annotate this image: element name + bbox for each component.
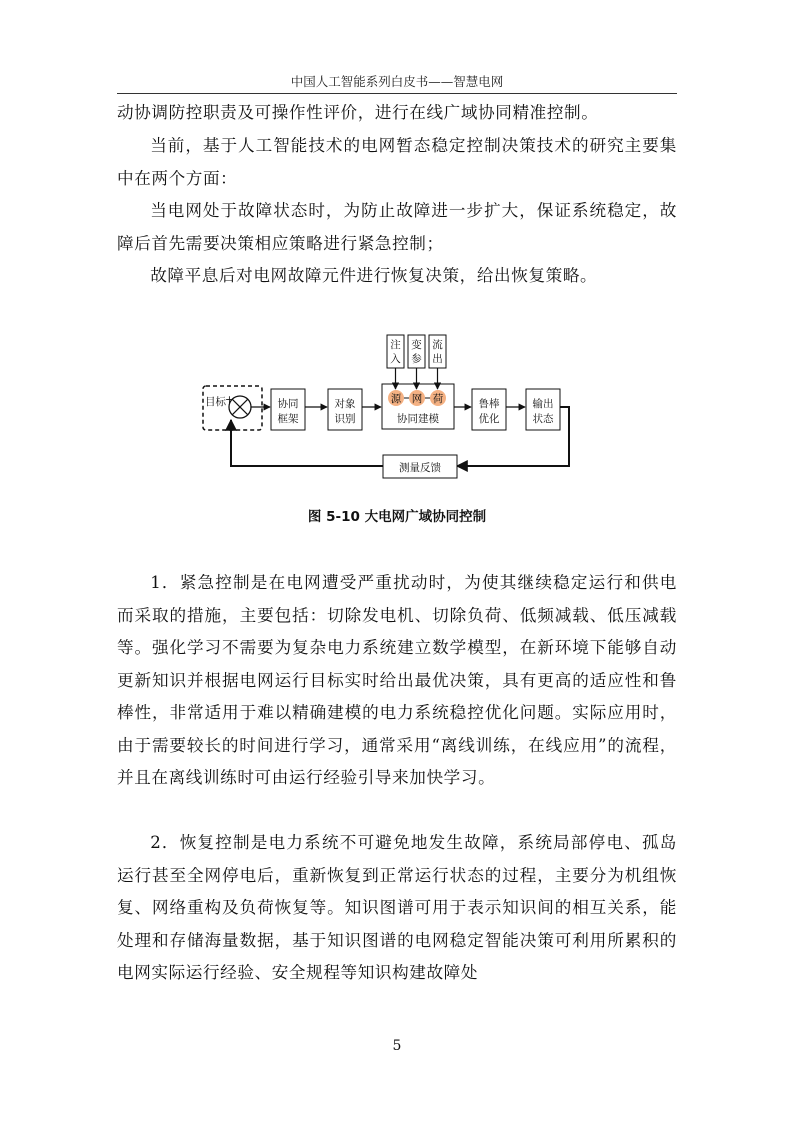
figure-caption: 图 5-10 大电网广域协同控制	[307, 509, 487, 525]
running-header: 中国人工智能系列白皮书——智慧电网	[290, 74, 504, 89]
robust-optimization-label-2: 优化	[478, 413, 500, 425]
paragraph-recovery-point: 故障平息后对电网故障元件进行恢复决策，给出恢复策略。	[150, 266, 598, 285]
injection-label-1: 注	[390, 339, 401, 351]
paragraph-emergency-control: 1．紧急控制是在电网遭受严重扰动时，为使其继续稳定运行和供电而采取的措施，主要包括：切除发电机、切除负荷、低频减载、低压减载等。强化学习不需要为复杂电力系统建立数学模型，在新环境下能够自动更新知识并根据电网运行目标实时给出最优决策，具有更高的适应性和鲁棒性，非常适用于难以精确建模的电力系统稳控优化问题。实际应用时，由于需要较长的时间进行学习，通常采用“离线训练，在线应用”的流程，并且在离线训练时可由运行经验引导来加快学习。	[117, 573, 677, 787]
input-label-target: 目标	[205, 396, 226, 408]
outflow-label-1: 流	[432, 339, 443, 351]
paragraph-continued: 动协调防控职责及可操作性评价，进行在线广域协同精准控制。	[117, 103, 599, 122]
paragraph-recovery-control: 2．恢复控制是电力系统不可避免地发生故障，系统局部停电、孤岛运行甚至全网停电后，重新恢复到正常运行状态的过程，主要分为机组恢复、网络重构及负荷恢复等。知识图谱可用于表示知识间的相互关系，能处理和存储海量数据，基于知识图谱的电网稳定智能决策可利用所累积的电网实际运行经验、安全规程等知识构建故障处	[117, 833, 677, 982]
robust-optimization-label-1: 鲁棒	[478, 398, 500, 410]
measurement-feedback-label: 测量反馈	[399, 462, 441, 474]
wide-area-control-diagram	[199, 331, 575, 483]
collaborative-framework-label-1: 协同	[277, 398, 299, 410]
outflow-label-2: 出	[432, 353, 443, 365]
page-number: 5	[392, 1038, 402, 1054]
paragraph-intro: 当前，基于人工智能技术的电网暂态稳定控制决策技术的研究主要集中在两个方面：	[117, 136, 677, 188]
summing-block-frame	[203, 386, 262, 430]
output-state-label-1: 输出	[532, 398, 554, 410]
object-identification-label-1: 对象	[334, 398, 356, 410]
object-identification-label-2: 识别	[334, 413, 356, 425]
paragraph-emergency-point: 当电网处于故障状态时，为防止故障进一步扩大，保证系统稳定，故障后首先需要决策相应策略进行紧急控制；	[117, 201, 677, 253]
injection-label-2: 入	[390, 353, 401, 365]
header-divider	[117, 93, 677, 94]
plus-sign: +	[225, 394, 234, 406]
source-node-label: 源	[390, 393, 402, 405]
grid-node-label: 网	[411, 393, 423, 405]
load-node-label: 荷	[432, 393, 444, 405]
output-state-label-2: 状态	[532, 413, 554, 425]
collaborative-framework-label-2: 框架	[277, 413, 299, 425]
parameter-change-label-1: 变	[411, 339, 422, 351]
collaborative-modeling-label: 协同建模	[397, 413, 439, 425]
parameter-change-label-2: 参	[411, 353, 422, 365]
